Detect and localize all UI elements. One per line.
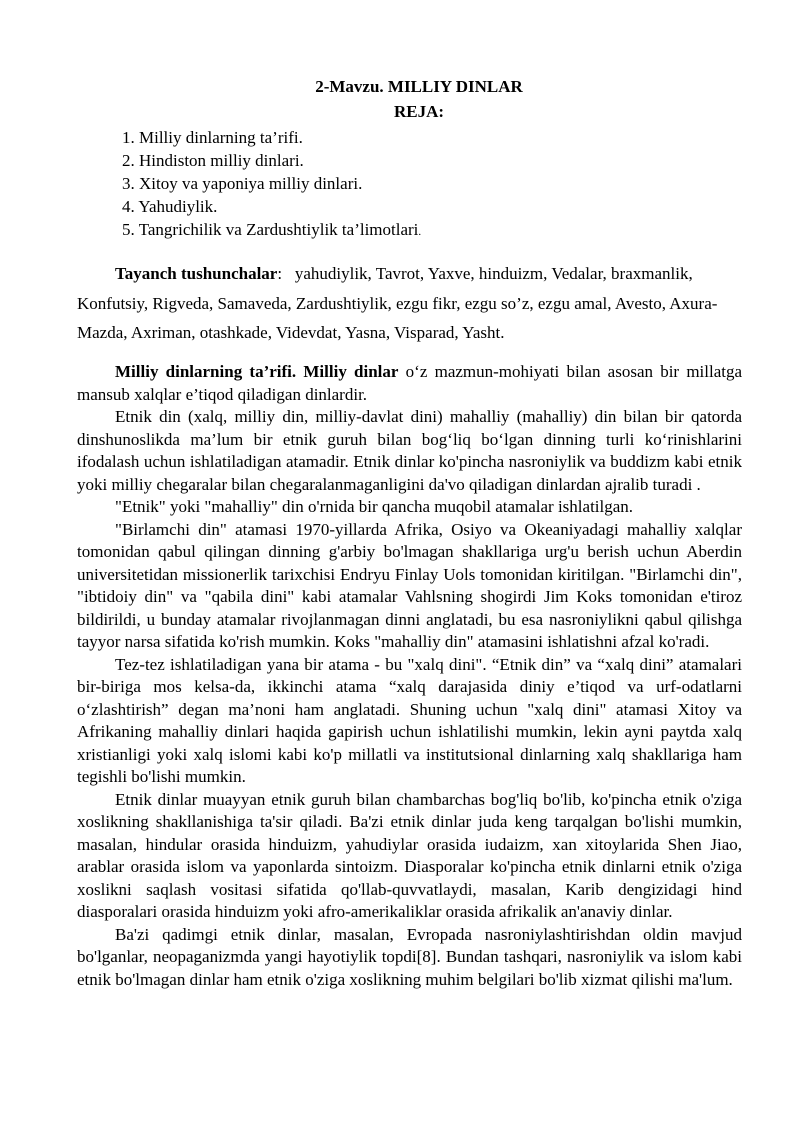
section-term: Milliy dinlar [303, 362, 399, 381]
body-paragraph: Ba'zi qadimgi etnik dinlar, masalan, Evropada nasroniylashtirishdan oldin mavjud bo'lganlar, neopaganizmda yangi hayotiylik topdi[8]. Bundan tashqari, nasroniylik va islom kabi etnik bo'lmagan dinlar ham etnik o'ziga xoslikning muhim belgilari bo'lib xizmat qilishi ma'lum. [77, 924, 742, 989]
plan-item: 5. Tangrichilik va Zardushtiylik ta’limotlari. [122, 220, 422, 239]
plan-end-dot: . [418, 226, 422, 238]
keywords-label: Tayanch tushunchalar [115, 264, 278, 283]
body-paragraph: "Etnik" yoki "mahalliy" din o'rnida bir qancha muqobil atamalar ishlatilgan. [115, 497, 634, 516]
plan-item: 2. Hindiston milliy dinlari. [122, 151, 304, 170]
document-body [77, 361, 742, 991]
plan-item: 1. Milliy dinlarning ta’rifi. [122, 128, 303, 147]
body-paragraph: Tez-tez ishlatiladigan yana bir atama - bu "xalq dini". “Etnik din” va “xalq dini” atamalari bir-biriga mos kelsa-da, ikkinchi atama “xalq darajasida diniy e’tiqod va urf-odatlarni o‘zlashtirish” degan ma’noni ham anglatadi. Shuning uchun "xalq dini" atamasi Xitoy va Afrikaning mahalliy dinlari haqida gapirish uchun ishlatilishi mumkin, lekin ayni paytda xalq xristianligi yoki xalq islomi kabi ko'p millatli va institutsional dinlarning xalq shakllariga ham tegishli bo'lishi mumkin. [77, 654, 742, 786]
plan-item: 3. Xitoy va yaponiya milliy dinlari. [122, 174, 363, 193]
body-paragraph: "Birlamchi din" atamasi 1970-yillarda Afrika, Osiyo va Okeaniyadagi mahalliy xalqlar tomonidan qabul qilingan dinning g'arbiy bo'lmagan shakllariga urg'u berish uchun Aberdin universitetidan missionerlik tarixchisi Endryu Finlay Uols tomonidan kiritilgan. "Birlamchi din", "ibtidoiy din" va "qabila dini" kabi atamalar Vahlsning shogirdi Jim Koks tomonidan e'tiroz bildirildi, u bunday atamalar rivojlanmagan dinni anglatadi, bu esa nasroniylikni qabul qilishga tayyor narsa sifatida ko'rish mumkin. Koks "mahalliy din" atamasini ishlatishni afzal ko'radi. [77, 519, 742, 651]
body-paragraph: Etnik dinlar muayyan etnik guruh bilan chambarchas bog'liq bo'lib, ko'pincha etnik o'ziga xoslikning shakllanishiga ta'sir qiladi. Ba'zi etnik dinlar juda keng tarqalgan bo'lishi mumkin, masalan, hindular orasida hinduizm, yahudiylar orasida iudaizm, xan xitoylarida Shen Jiao, arablar orasida islom va yaponlarda sintoizm. Diasporalar ko'pincha etnik dinlarni etnik o'ziga xoslikni saqlash vositasi sifatida qo'llab-quvvatlaydi, masalan, Karib dengizidagi hind diasporalari orasida hinduizm yoki afro-amerikaliklar orasida afrikalik an'anaviy dinlar. [77, 789, 742, 921]
keywords-paragraph [77, 259, 742, 348]
section-heading: Milliy dinlarning ta’rifi. [115, 362, 297, 381]
keywords-text: yahudiylik, Tavrot, Yaxve, hinduizm, Vedalar, braxmanlik, Konfutsiy, Rigveda, Samaveda, Zardushtiylik, ezgu fikr, ezgu so’z, ezgu amal, Avesto, Axura-Mazda, Axriman, otashkade, Videvdat, Yasna, Visparad, Yasht. [77, 264, 718, 342]
plan-heading: REJA: [393, 102, 445, 121]
body-paragraph: Milliy dinlarning ta’rifi. Milliy dinlar o‘z mazmun-mohiyati bilan asosan bir millatga mansub xalqlar e’tiqod qiladigan dinlardir. [77, 362, 743, 404]
plan-list [122, 126, 421, 244]
document-title: 2-Mavzu. MILLIY DINLAR [315, 77, 523, 96]
body-paragraph: Etnik din (xalq, milliy din, milliy-davlat dini) mahalliy (mahalliy) din bilan bir qatorda dinshunoslikda ma’lum bir etnik guruh bilan bog‘liq bo‘lgan dinning turli ko‘rinishlarini ifodalash uchun ishlatiladigan atamadir. Etnik dinlar ko'pincha nasroniylik va buddizm kabi etnik yoki milliy chegaralar bilan chegaralanmaganligini da'vo qiladigan dinlardan ajralib turadi . [77, 407, 742, 494]
keywords-colon: : [277, 264, 283, 283]
plan-item: 4. Yahudiylik. [122, 197, 218, 216]
